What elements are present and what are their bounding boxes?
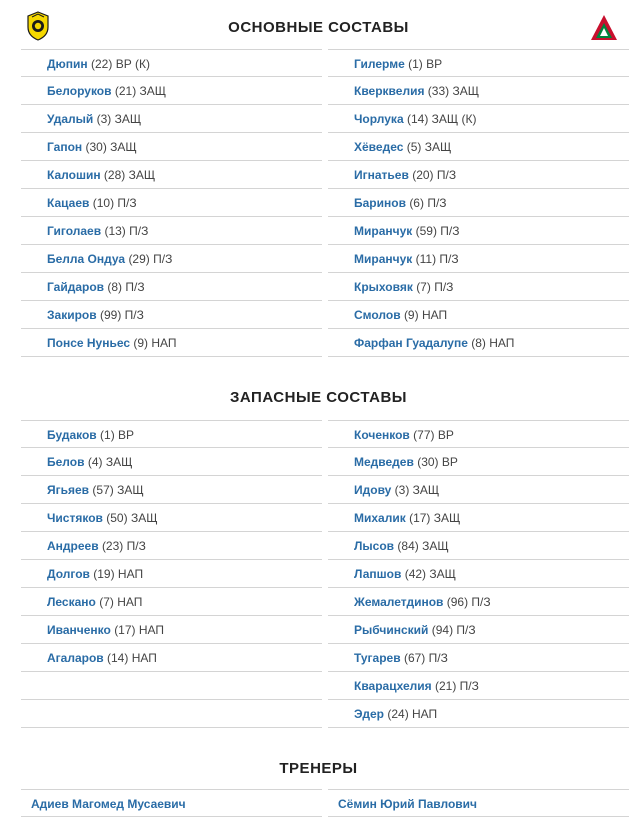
list-item [21, 420, 322, 448]
player-info: (3) ЗАЩ [394, 483, 440, 497]
player-info: (33) ЗАЩ [427, 84, 479, 98]
list-item [328, 644, 629, 672]
player-name-link[interactable]: Баринов [354, 196, 406, 210]
player-name-link[interactable]: Медведев [354, 455, 414, 469]
list-item [21, 504, 322, 532]
list-item [21, 273, 322, 301]
list-item [21, 49, 322, 77]
player-info: (10) П/З [92, 196, 137, 210]
player-name-link[interactable]: Крыховяк [354, 280, 413, 294]
list-item [328, 245, 629, 273]
player-info: (7) П/З [416, 280, 454, 294]
list-item [21, 532, 322, 560]
list-item [328, 217, 629, 245]
player-info: (96) П/З [446, 595, 491, 609]
player-info: (99) П/З [99, 308, 144, 322]
player-info: (9) НАП [403, 308, 448, 322]
player-name-link[interactable]: Чорлука [354, 112, 404, 126]
list-item [328, 476, 629, 504]
list-item [328, 133, 629, 161]
list-item [328, 49, 629, 77]
list-item [21, 133, 322, 161]
coach-name-link[interactable]: Адиев Магомед Мусаевич [31, 797, 186, 811]
player-info: (50) ЗАЩ [106, 511, 158, 525]
list-item [21, 616, 322, 644]
player-name-link[interactable]: Смолов [354, 308, 401, 322]
list-item [328, 420, 629, 448]
player-name-link[interactable]: Андреев [47, 539, 99, 553]
player-info: (23) П/З [101, 539, 146, 553]
empty-row [21, 700, 322, 728]
list-item [328, 161, 629, 189]
list-item [21, 77, 322, 105]
player-info: (77) ВР [413, 428, 454, 442]
away-starting-list [328, 49, 629, 357]
list-item [328, 588, 629, 616]
list-item [328, 672, 629, 700]
player-info: (20) П/З [412, 168, 457, 182]
player-name-link[interactable]: Лысов [354, 539, 395, 553]
player-info: (57) ЗАЩ [92, 483, 144, 497]
player-info: (84) ЗАЩ [397, 539, 449, 553]
list-item [21, 189, 322, 217]
player-name-link[interactable]: Ягьяев [47, 483, 90, 497]
coaches-title: ТРЕНЕРЫ [279, 760, 358, 777]
player-name-link[interactable]: Иванченко [47, 623, 111, 637]
substitutes-title: ЗАПАСНЫЕ СОСТАВЫ [230, 389, 407, 406]
player-name-link[interactable]: Чистяков [47, 511, 103, 525]
list-item [328, 616, 629, 644]
home-substitutes-list [21, 420, 322, 728]
list-item [328, 329, 629, 357]
player-name-link[interactable]: Тугарев [354, 651, 401, 665]
player-info: (14) НАП [107, 651, 157, 665]
player-info: (17) ЗАЩ [409, 511, 461, 525]
list-item [21, 245, 322, 273]
player-name-link[interactable]: Белоруков [47, 84, 112, 98]
list-item [21, 476, 322, 504]
player-info: (21) ЗАЩ [114, 84, 167, 98]
player-info: (30) ВР [417, 455, 458, 469]
list-item [21, 329, 322, 357]
player-name-link[interactable]: Белла Ондуа [47, 252, 126, 266]
list-item [328, 532, 629, 560]
player-info: (59) П/З [415, 224, 460, 238]
list-item [328, 301, 629, 329]
player-name-link[interactable]: Закиров [47, 308, 97, 322]
player-info: (7) НАП [99, 595, 143, 609]
player-name-link[interactable]: Кварацхелия [354, 679, 432, 693]
list-item [21, 217, 322, 245]
list-item [21, 644, 322, 672]
list-item [21, 588, 322, 616]
home-starting-list [21, 49, 322, 357]
player-name-link[interactable]: Миранчук [354, 224, 413, 238]
list-item [21, 560, 322, 588]
player-info: (94) П/З [431, 623, 476, 637]
player-name-link[interactable]: Гапон [47, 140, 83, 154]
player-info: (24) НАП [387, 707, 438, 721]
player-name-link[interactable]: Коченков [354, 428, 410, 442]
player-info: (21) П/З [435, 679, 479, 693]
player-name-link[interactable]: Игнатьев [354, 168, 409, 182]
player-info: (11) П/З [415, 252, 459, 266]
player-name-link[interactable]: Гилерме [354, 57, 405, 71]
coach-name-link[interactable]: Сёмин Юрий Павлович [338, 797, 478, 811]
list-item [21, 105, 322, 133]
away-coach-list [328, 789, 629, 817]
empty-row [21, 672, 322, 700]
player-name-link[interactable]: Гайдаров [47, 280, 105, 294]
player-info: (4) ЗАЩ [87, 455, 133, 469]
player-name-link[interactable]: Удалый [47, 112, 94, 126]
player-name-link[interactable]: Гиголаев [47, 224, 102, 238]
list-item [21, 448, 322, 476]
player-name-link[interactable]: Будаков [47, 428, 97, 442]
player-info: (3) ЗАЩ [96, 112, 142, 126]
player-info: (30) ЗАЩ [85, 140, 137, 154]
player-info: (17) НАП [114, 623, 165, 637]
player-info: (1) ВР [100, 428, 135, 442]
player-info: (5) ЗАЩ [406, 140, 452, 154]
player-name-link[interactable]: Миранчук [354, 252, 413, 266]
player-info: (22) ВР (К) [91, 57, 151, 71]
player-name-link[interactable]: Михалик [354, 511, 406, 525]
player-name-link[interactable]: Понсе Нуньес [47, 336, 131, 350]
player-name-link[interactable]: Кацаев [47, 196, 90, 210]
player-name-link[interactable]: Лапшов [354, 567, 402, 581]
player-name-link[interactable]: Кверквелия [354, 84, 425, 98]
player-name-link[interactable]: Фарфан Гуадалупе [354, 336, 468, 350]
list-item [328, 189, 629, 217]
player-info: (42) ЗАЩ [404, 567, 456, 581]
player-name-link[interactable]: Дюпин [47, 57, 88, 71]
player-name-link[interactable]: Рыбчинский [354, 623, 429, 637]
list-item [328, 789, 629, 817]
player-info: (67) П/З [403, 651, 448, 665]
list-item [328, 504, 629, 532]
player-name-link[interactable]: Жемалетдинов [354, 595, 444, 609]
player-info: (8) П/З [107, 280, 145, 294]
player-name-link[interactable]: Агаларов [47, 651, 104, 665]
home-coach-list [21, 789, 322, 817]
player-name-link[interactable]: Белов [47, 455, 85, 469]
player-info: (8) НАП [471, 336, 515, 350]
player-name-link[interactable]: Калошин [47, 168, 101, 182]
list-item [328, 560, 629, 588]
list-item [328, 105, 629, 133]
away-substitutes-list [328, 420, 629, 728]
starting-lineups-title: ОСНОВНЫЕ СОСТАВЫ [228, 19, 409, 36]
player-name-link[interactable]: Долгов [47, 567, 90, 581]
player-name-link[interactable]: Лескано [47, 595, 96, 609]
list-item [328, 77, 629, 105]
player-info: (28) ЗАЩ [103, 168, 156, 182]
player-info: (9) НАП [133, 336, 177, 350]
list-item [21, 161, 322, 189]
player-name-link[interactable]: Идову [354, 483, 392, 497]
list-item [21, 301, 322, 329]
player-info: (29) П/З [128, 252, 173, 266]
player-name-link[interactable]: Хёведес [354, 140, 404, 154]
list-item [328, 448, 629, 476]
player-info: (6) П/З [409, 196, 447, 210]
player-info: (1) ВР [408, 57, 443, 71]
list-item [328, 273, 629, 301]
player-info: (19) НАП [93, 567, 144, 581]
player-info: (14) ЗАЩ (К) [406, 112, 477, 126]
list-item [21, 789, 322, 817]
player-info: (13) П/З [104, 224, 149, 238]
player-name-link[interactable]: Эдер [354, 707, 384, 721]
list-item [328, 700, 629, 728]
